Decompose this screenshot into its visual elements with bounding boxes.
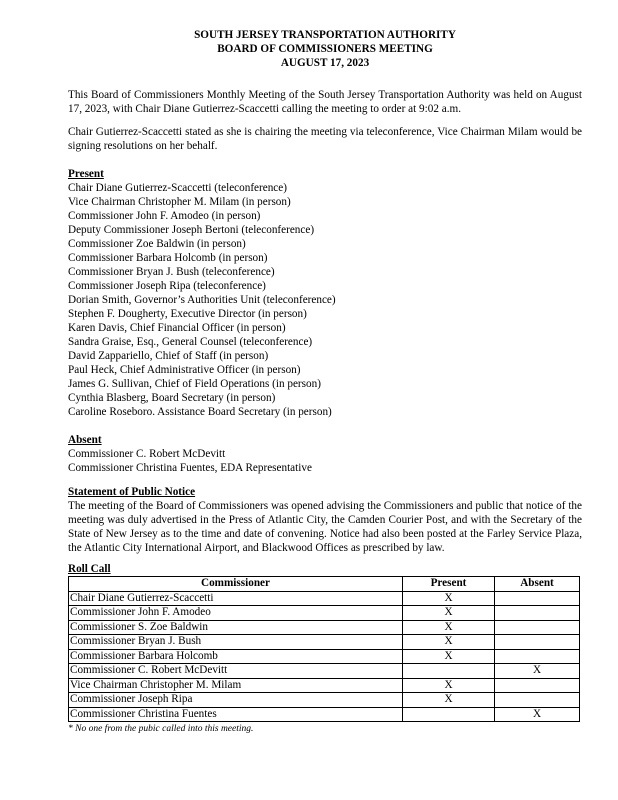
table-row (69, 649, 580, 664)
present-cell: X (403, 591, 495, 606)
absent-cell (495, 678, 580, 693)
present-item: Sandra Graise, Esq., General Counsel (teleconference) (68, 336, 313, 348)
present-heading: Present (68, 168, 104, 180)
table-row (69, 606, 580, 621)
present-cell: X (403, 693, 495, 708)
present-item: James G. Sullivan, Chief of Field Operations (in person) (68, 378, 321, 390)
document-page (68, 0, 582, 735)
absent-cell (495, 693, 580, 708)
commissioner-name-cell: Commissioner S. Zoe Baldwin (69, 620, 403, 635)
absent-cell (495, 606, 580, 621)
absent-cell (495, 620, 580, 635)
commissioner-name-cell: Commissioner Barbara Holcomb (69, 649, 403, 664)
roll-call-table (68, 576, 580, 722)
present-cell: X (403, 606, 495, 621)
present-item: Vice Chairman Christopher M. Milam (in person) (68, 196, 291, 208)
present-item: David Zappariello, Chief of Staff (in person) (68, 350, 269, 362)
absent-heading: Absent (68, 434, 102, 446)
public-notice-heading: Statement of Public Notice (68, 486, 196, 498)
table-row (69, 693, 580, 708)
roll-call-heading: Roll Call (68, 563, 111, 575)
present-item: Cynthia Blasberg, Board Secretary (in person) (68, 392, 276, 404)
absent-cell: X (495, 707, 580, 722)
present-item: Commissioner Joseph Ripa (teleconference) (68, 280, 266, 292)
title-line-date: AUGUST 17, 2023 (280, 57, 370, 69)
absent-list (68, 447, 582, 475)
roll-call-footnote: * No one from the pubic called into this meeting. (68, 724, 254, 734)
commissioner-name-cell: Commissioner Joseph Ripa (69, 693, 403, 708)
absent-cell (495, 591, 580, 606)
table-header-row (69, 577, 580, 592)
present-item: Stephen F. Dougherty, Executive Director (in person) (68, 308, 307, 320)
absent-item: Commissioner C. Robert McDevitt (68, 448, 226, 460)
column-header-present: Present (403, 577, 495, 592)
present-cell: X (403, 649, 495, 664)
commissioner-name-cell: Chair Diane Gutierrez-Scaccetti (69, 591, 403, 606)
title-line-authority: SOUTH JERSEY TRANSPORTATION AUTHORITY (194, 29, 456, 41)
present-item: Commissioner Bryan J. Bush (teleconference) (68, 266, 275, 278)
document-title (68, 28, 582, 70)
chair-statement-paragraph: Chair Gutierrez-Scaccetti stated as she is chairing the meeting via teleconference, Vice Chairman Milam would be signing resolutions on her behalf. (68, 126, 582, 152)
table-row (69, 635, 580, 650)
present-item: Deputy Commissioner Joseph Bertoni (teleconference) (68, 224, 315, 236)
public-notice-paragraph: The meeting of the Board of Commissioners was opened advising the Commissioners and public that notice of the meeting was duly advertised in the Press of Atlantic City, the Camden Courier Post, and with the Secretary of the State of New Jersey as to the time and date of convening. Notice had also been posted at the Farley Service Plaza, the Atlantic City International Airport, and Blackwood Offices as prescribed by law. (68, 500, 582, 554)
table-row (69, 678, 580, 693)
title-line-meeting: BOARD OF COMMISSIONERS MEETING (217, 43, 433, 55)
present-cell: X (403, 635, 495, 650)
absent-item: Commissioner Christina Fuentes, EDA Representative (68, 462, 312, 474)
present-cell: X (403, 678, 495, 693)
present-item: Commissioner John F. Amodeo (in person) (68, 210, 261, 222)
present-item: Commissioner Barbara Holcomb (in person) (68, 252, 268, 264)
commissioner-name-cell: Commissioner John F. Amodeo (69, 606, 403, 621)
present-list (68, 181, 582, 419)
present-item: Dorian Smith, Governor’s Authorities Unit (teleconference) (68, 294, 336, 306)
commissioner-name-cell: Commissioner Christina Fuentes (69, 707, 403, 722)
column-header-absent: Absent (495, 577, 580, 592)
table-row (69, 591, 580, 606)
table-row (69, 707, 580, 722)
present-cell (403, 664, 495, 679)
table-row (69, 620, 580, 635)
present-item: Commissioner Zoe Baldwin (in person) (68, 238, 246, 250)
present-item: Paul Heck, Chief Administrative Officer (in person) (68, 364, 301, 376)
present-cell (403, 707, 495, 722)
table-row (69, 664, 580, 679)
column-header-commissioner: Commissioner (69, 577, 403, 592)
present-item: Karen Davis, Chief Financial Officer (in person) (68, 322, 286, 334)
commissioner-name-cell: Vice Chairman Christopher M. Milam (69, 678, 403, 693)
present-cell: X (403, 620, 495, 635)
absent-cell (495, 649, 580, 664)
absent-cell (495, 635, 580, 650)
present-item: Chair Diane Gutierrez-Scaccetti (teleconference) (68, 182, 287, 194)
present-item: Caroline Roseboro. Assistance Board Secretary (in person) (68, 406, 332, 418)
absent-cell: X (495, 664, 580, 679)
commissioner-name-cell: Commissioner C. Robert McDevitt (69, 664, 403, 679)
commissioner-name-cell: Commissioner Bryan J. Bush (69, 635, 403, 650)
intro-paragraph: This Board of Commissioners Monthly Meeting of the South Jersey Transportation Authority was held on August 17, 2023, with Chair Diane Gutierrez-Scaccetti calling the meeting to order at 9:02 a.m. (68, 89, 582, 115)
